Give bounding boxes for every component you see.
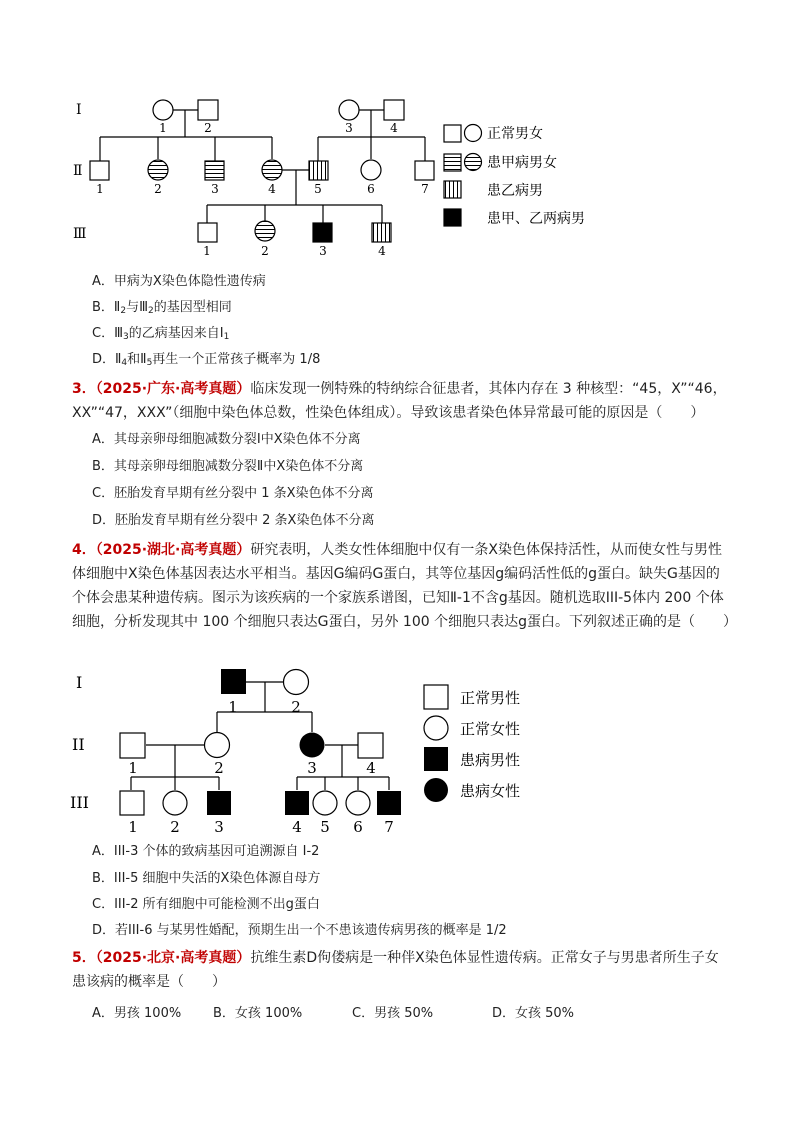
ped2-II3-female-affected: [300, 733, 325, 758]
q5-option-d[interactable]: D．女孩 50%: [492, 1006, 575, 1021]
q3-option-c[interactable]: C．胚胎发育早期有丝分裂中 1 条X染色体不分离: [92, 486, 374, 501]
q5-option-a[interactable]: A．男孩 100%: [92, 1006, 182, 1021]
ped2-II4-male: [358, 733, 383, 758]
ped2-num-I1: 1: [228, 698, 238, 716]
ped2-gen-III: III: [70, 793, 89, 812]
q3-stem: 3．（2025·广东·高考真题）临床发现一例特殊的特纳综合征患者，其体内存在 3 种核型：“45，X”“46，XX”“47，XXX”（细胞中染色体总数，性染色体组成）。导致该患者染色体异常最可能的原因是（ ）: [72, 381, 727, 421]
ped1-num-II7: 7: [421, 182, 429, 196]
ped1-num-II6: 6: [367, 182, 375, 196]
ped2-III5-female: [313, 791, 337, 815]
ped1-legend-4: 患甲、乙两病男: [487, 211, 585, 227]
ped1-gen-III: Ⅲ: [73, 226, 87, 242]
q4-stem: 4．（2025·湖北·高考真题）研究表明，人类女性体细胞中仅有一条X染色体保持活性，从而使女性与男性体细胞中X染色体基因表达水平相当。基因G编码G蛋白，其等位基因g编码活性低的g蛋白。缺失G基因的个体会患某种遗传病。图示为该疾病的一个家族系谱图，已知Ⅱ-1不含g基因。随机选取III-5体内 200 个体细胞，分析发现其中 100 个细胞只表达G蛋白，另外 100 个细胞只表达g蛋白。下列叙述正确的是（ ）: [72, 542, 737, 630]
q2-option-a[interactable]: A．甲病为X染色体隐性遗传病: [92, 274, 266, 289]
ped2-legend-4: 患病女性: [460, 782, 521, 800]
q3-option-a[interactable]: A．其母亲卵母细胞减数分裂Ⅰ中X染色体不分离: [92, 432, 361, 447]
ped2-num-II4: 4: [366, 759, 376, 777]
ped2-num-III5: 5: [320, 818, 330, 835]
q5-option-c[interactable]: C．男孩 50%: [352, 1006, 434, 1021]
ped1-II4-female-jia: [262, 160, 282, 180]
ped2-legend-female-affected: [424, 778, 448, 802]
ped1-legend-3: 患乙病男: [487, 183, 543, 199]
ped1-III2-female-jia: [255, 221, 275, 241]
q4-option-c[interactable]: C．III-2 所有细胞中可能检测不出g蛋白: [92, 897, 320, 912]
q4-option-a[interactable]: A．III-3 个体的致病基因可追溯源自 I-2: [92, 844, 320, 859]
ped2-III7-male-affected: [377, 791, 401, 815]
ped2-legend-male-normal: [424, 685, 448, 709]
ped1-num-II2: 2: [154, 182, 162, 196]
ped1-num-III4: 4: [378, 244, 386, 258]
ped1-I4-male: [384, 100, 404, 120]
ped1-II6-female: [361, 160, 381, 180]
ped1-II1-male: [90, 161, 109, 180]
q4-option-d[interactable]: D．若III-6 与某男性婚配，预期生出一个不患该遗传病男孩的概率是 1/2: [92, 923, 507, 938]
q3-option-d[interactable]: D．胚胎发育早期有丝分裂中 2 条X染色体不分离: [92, 513, 375, 528]
ped2-num-III4: 4: [292, 818, 302, 835]
ped1-legend-2: 患甲病男女: [487, 155, 557, 171]
ped1-num-I2: 2: [204, 121, 212, 135]
ped2-num-III6: 6: [353, 818, 363, 835]
q3-option-b[interactable]: B．其母亲卵母细胞减数分裂Ⅱ中X染色体不分离: [92, 459, 364, 474]
ped1-num-II3: 3: [211, 182, 219, 196]
ped1-II5-male-yi: [309, 161, 328, 180]
ped2-I1-male-affected: [221, 669, 246, 694]
q2-option-d[interactable]: D．$Ⅱ_4$和$Ⅱ_5$再生一个正常孩子概率为 1/8: [92, 352, 321, 368]
ped1-legend-female-normal: [465, 125, 482, 142]
ped1-num-I1: 1: [159, 121, 167, 135]
pedigree-2: [0, 655, 800, 835]
ped1-III1-male: [198, 223, 217, 242]
ped2-num-I2: 2: [291, 698, 301, 716]
ped2-num-II3: 3: [307, 759, 317, 777]
ped1-legend-male-jia: [444, 154, 461, 171]
ped2-III6-female: [346, 791, 370, 815]
ped1-II3-male-jia: [205, 161, 224, 180]
ped1-num-II4: 4: [268, 182, 276, 196]
ped2-num-II2: 2: [214, 759, 224, 777]
ped2-num-III1: 1: [128, 818, 138, 835]
ped1-num-III1: 1: [203, 244, 211, 258]
ped1-num-III2: 2: [261, 244, 269, 258]
ped2-legend-female-normal: [424, 716, 448, 740]
ped2-III2-female: [163, 791, 187, 815]
ped2-num-III3: 3: [214, 818, 224, 835]
ped2-II2-female: [205, 733, 230, 758]
ped1-gen-I: Ⅰ: [76, 102, 82, 118]
ped2-legend-male-affected: [424, 747, 448, 771]
q5-option-b[interactable]: B．女孩 100%: [213, 1006, 303, 1021]
ped1-legend-female-jia: [465, 154, 482, 171]
q4-option-b[interactable]: B．III-5 细胞中失活的X染色体源自母方: [92, 871, 321, 886]
ped1-III4-male-yi: [372, 223, 391, 242]
ped1-I3-female: [339, 100, 359, 120]
ped1-I1-female: [153, 100, 173, 120]
ped1-num-II5: 5: [314, 182, 322, 196]
ped1-num-I3: 3: [345, 121, 353, 135]
ped2-legend-1: 正常男性: [460, 689, 521, 707]
ped1-num-I4: 4: [390, 121, 398, 135]
ped1-legend-male-yi: [444, 181, 461, 198]
ped2-num-II1: 1: [128, 759, 138, 777]
ped2-num-III7: 7: [384, 818, 394, 835]
ped2-gen-II: II: [72, 735, 85, 754]
ped2-gen-I: I: [76, 673, 83, 692]
ped1-gen-II: Ⅱ: [73, 163, 83, 179]
q5-stem: 5．（2025·北京·高考真题）抗维生素D佝偻病是一种伴X染色体显性遗传病。正常女子与男患者所生子女患该病的概率是（ ）: [72, 950, 719, 990]
ped1-num-III3: 3: [319, 244, 327, 258]
q2-option-c[interactable]: C．$Ⅲ_3$的乙病基因来自$Ⅰ_1$: [92, 326, 230, 342]
ped2-legend-2: 正常女性: [460, 720, 521, 738]
ped2-III4-male-affected: [285, 791, 309, 815]
ped2-III3-male-affected: [207, 791, 231, 815]
ped1-II2-female-jia: [148, 160, 168, 180]
q2-option-b[interactable]: B．$Ⅱ_2$与$Ⅲ_2$的基因型相同: [92, 300, 232, 316]
ped2-II1-male: [120, 733, 145, 758]
ped2-legend-3: 患病男性: [460, 751, 521, 769]
ped1-legend-1: 正常男女: [487, 126, 543, 142]
ped1-III3-male-both: [313, 223, 332, 242]
ped2-I2-female: [284, 670, 309, 695]
ped1-II7-male: [415, 161, 434, 180]
ped2-num-III2: 2: [170, 818, 180, 835]
ped1-legend-male-normal: [444, 125, 461, 142]
ped1-legend-male-both: [444, 209, 461, 226]
pedigree-1: [0, 0, 800, 270]
ped1-num-II1: 1: [96, 182, 104, 196]
ped2-III1-male: [120, 791, 144, 815]
ped1-I2-male: [198, 100, 218, 120]
